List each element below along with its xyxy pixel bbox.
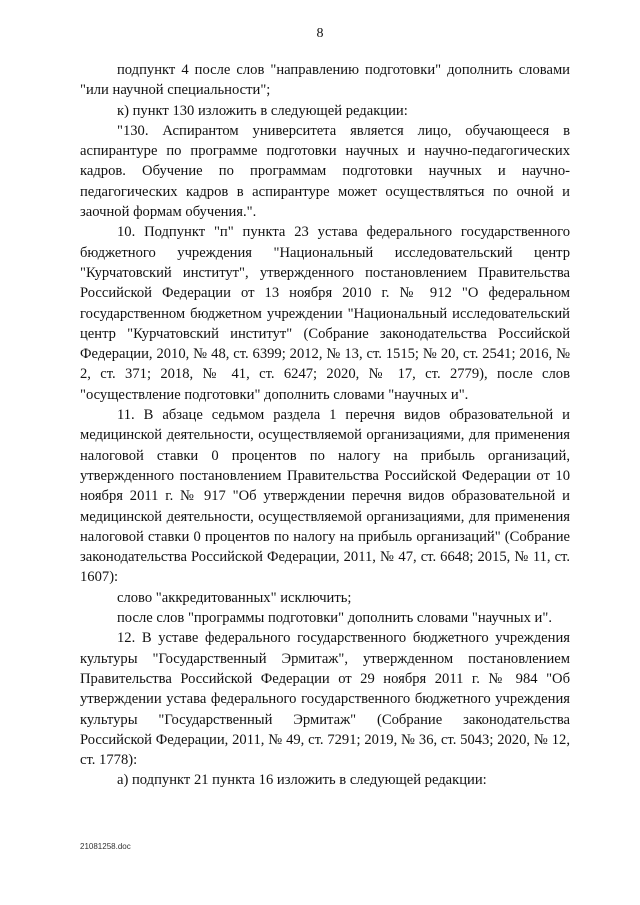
document-body [80, 60, 570, 791]
paragraph-after-words: после слов "программы подготовки" дополнить словами "научных и". [117, 610, 552, 627]
paragraph-quote-130: "130. Аспирантом университета является лицо, обучающееся в аспирантуре по программе подготовки научных и научно-педагогических кадров. Обучение по программам подготовки научных и научно-педагогических кадров в аспирантуре может осуществляться по очной и заочной формам обучения.". [80, 122, 570, 221]
paragraph-item-12: 12. В уставе федерального государственного бюджетного учреждения культуры "Государственный Эрмитаж", утвержденном постановлением Правительства Российской Федерации от 29 ноября 2011 г. № 984 "Об утверждении устава федерального государственного бюджетного учреждения культуры "Государственный Эрмитаж" (Собрание законодательства Российской Федерации, 2011, № 49, ст. 7291; 2019, № 36, ст. 5043; 2020, № 12, ст. 1778): [80, 630, 570, 769]
paragraph-word-exclude: слово "аккредитованных" исключить; [117, 589, 352, 606]
paragraph-item-10: 10. Подпункт "п" пункта 23 устава федерального государственного бюджетного учреждения "Национальный исследовательский центр "Курчатовский институт", утвержденного постановлением Правительства Российской Федерации от 13 ноября 2010 г. № 912 "О федеральном государственном бюджетном учреждении "Национальный исследовательский центр "Курчатовский институт" (Собрание законодательства Российской Федерации, 2010, № 48, ст. 6399; 2012, № 13, ст. 1515; № 20, ст. 2541; 2016, № 2, ст. 371; 2018, № 41, ст. 6247; 2020, № 17, ст. 2779), после слов "осуществление подготовки" дополнить словами "научных и". [80, 224, 570, 403]
document-file-code: 21081258.doc [80, 842, 131, 851]
paragraph-subpoint-4: подпункт 4 после слов "направлению подготовки" дополнить словами "или научной специальности"; [80, 62, 570, 99]
page-number: 8 [316, 26, 324, 41]
paragraph-item-11: 11. В абзаце седьмом раздела 1 перечня видов образовательной и медицинской деятельности, осуществляемой организациями, для применения налоговой ставки 0 процентов по налогу на прибыль организаций, утвержденного постановлением Правительства Российской Федерации от 10 ноября 2011 г. № 917 "Об утверждении перечня видов образовательной и медицинской деятельности, осуществляемой организациями, для применения налоговой ставки 0 процентов по налогу на прибыль организаций" (Собрание законодательства Российской Федерации, 2011, № 47, ст. 6648; 2015, № 11, ст. 1607): [80, 407, 570, 586]
paragraph-a-subpoint-21: а) подпункт 21 пункта 16 изложить в следующей редакции: [117, 772, 487, 789]
paragraph-k-point-130: к) пункт 130 изложить в следующей редакции: [117, 102, 408, 119]
